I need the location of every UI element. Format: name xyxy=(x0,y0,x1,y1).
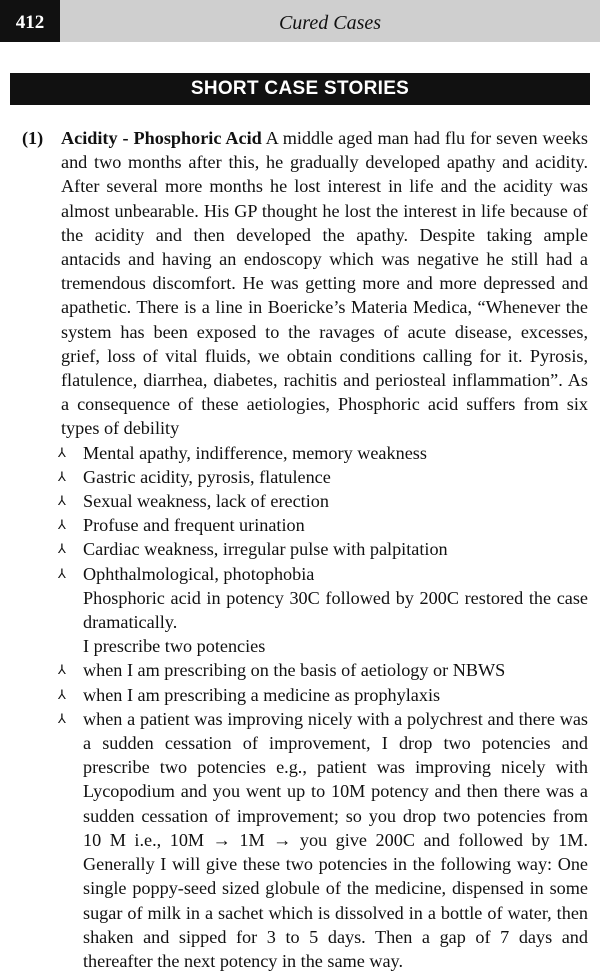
bullet-icon: ⅄ xyxy=(58,444,66,460)
bullet-icon: ⅄ xyxy=(58,517,66,533)
bullet-icon: ⅄ xyxy=(58,565,66,581)
bullet-icon: ⅄ xyxy=(58,710,66,726)
bullet-icon: ⅄ xyxy=(58,541,66,557)
list-item: ⅄ Ophthalmological, photophobia xyxy=(58,563,315,584)
bullet-icon: ⅄ xyxy=(58,468,66,484)
list-item: ⅄ Profuse and frequent urination xyxy=(58,515,305,536)
case-body: A middle aged man had flu for seven weeks and two months after this, he gradually developed apathy and acidity. After several more months he lost interest in life and the acidity was almost unbearable. His GP thought he lost the interest in life because of the acidity and then developed the apathy. Despite taking ample antacids and having an endoscopy which was negative he still had a tremendous discomfort. He was getting more and more depressed and apathetic. There is a line in Boericke’s Materia Medica, “Whenever the system has been exposed to the ravages of acute disease, excesses, grief, loss of vital fluids, we obtain conditions calling for it. Pyrosis, flatulence, diarrhea, diabetes, rachitis and periosteal inflammation”. As a consequence of these aetiologies, Phosphoric acid suffers from six types of debility xyxy=(61,128,588,439)
list-item: ⅄ when I am prescribing on the basis of aetiology or NBWS xyxy=(58,660,506,681)
list-item: ⅄ Sexual weakness, lack of erection xyxy=(58,491,329,512)
list-item: ⅄ when a patient was improving nicely with a polychrest and there was a sudden cessation of improvement, I drop two potencies and prescribe two potencies e.g., patient was improving nicely with Lycopodium and you went up to 10M potency and then there was a sudden cessation of improvement; so you drop two potencies from 10 M i.e., 10M → 1M → you give 200C and followed by 1M. Generally I will give these two potencies in the following way: One single poppy-seed sized globule of the medicine, dispensed in some sugar of milk in a sachet which is dissolved in a bottle of water, then shaken and sipped for 3 to 5 days. Then a gap of 7 days and thereafter the next potency in the same way. xyxy=(58,708,588,971)
case-number: (1) xyxy=(22,128,44,148)
outcome-paragraph: Phosphoric acid in potency 30C followed by 200C restored the case dramatically. xyxy=(83,587,588,633)
case-entry xyxy=(22,126,588,973)
bullet-icon: ⅄ xyxy=(58,662,66,678)
list-item: ⅄ Gastric acidity, pyrosis, flatulence xyxy=(58,466,331,487)
section-title: SHORT CASE STORIES xyxy=(10,73,590,105)
bullet-icon: ⅄ xyxy=(58,493,66,509)
case-title: Acidity - Phosphoric Acid xyxy=(61,128,262,148)
case-paragraph xyxy=(61,126,588,441)
two-potencies-intro: I prescribe two potencies xyxy=(83,636,266,657)
bullet-icon: ⅄ xyxy=(58,686,66,702)
list-item: ⅄ Mental apathy, indifference, memory weakness xyxy=(58,442,427,463)
page-number: 412 xyxy=(0,0,60,42)
case-content xyxy=(22,126,588,973)
debility-list xyxy=(58,441,588,586)
page-header xyxy=(0,0,600,42)
list-item: ⅄ when I am prescribing a medicine as prophylaxis xyxy=(58,684,441,705)
list-item: ⅄ Cardiac weakness, irregular pulse with palpitation xyxy=(58,539,448,560)
running-title: Cured Cases xyxy=(278,12,382,34)
two-potencies-list xyxy=(58,658,588,973)
